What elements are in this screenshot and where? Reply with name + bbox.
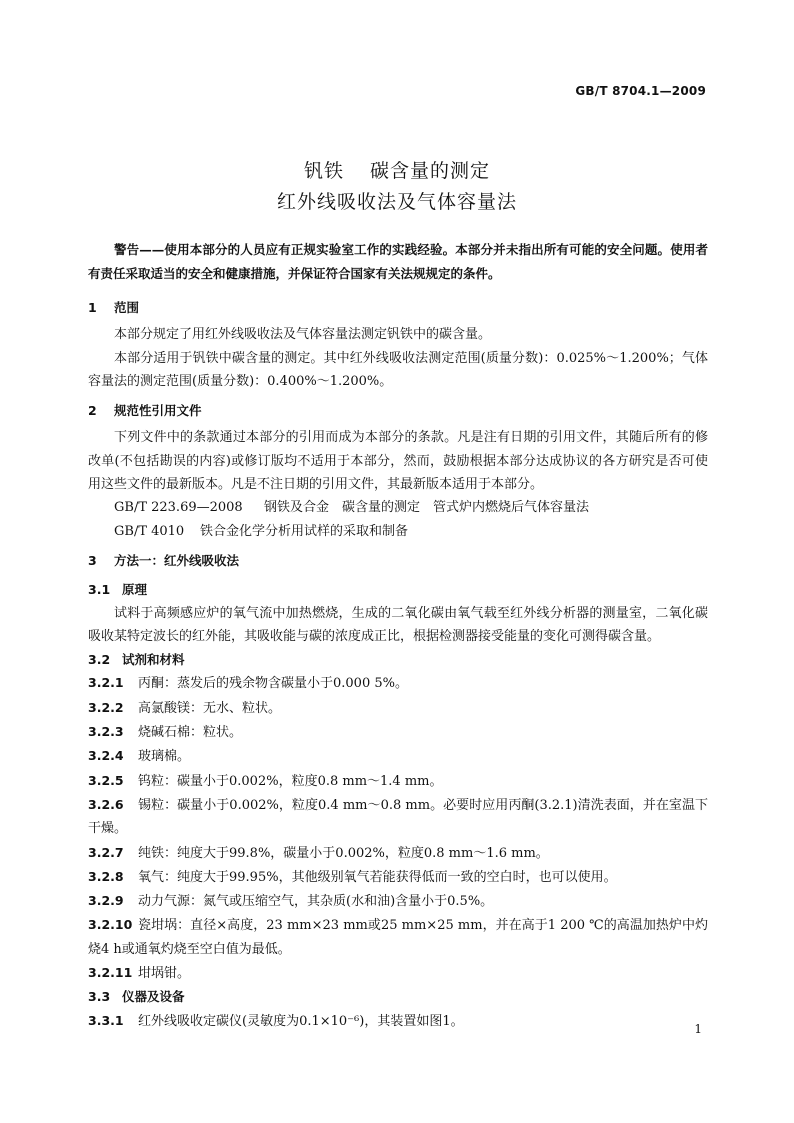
normative-references-paragraph: 下列文件中的条款通过本部分的引用而成为本部分的条款。凡是注有日期的引用文件，其随后所有的修改单(不包括勘误的内容)或修订版均不适用于本部分，然而，鼓励根据本部分达成协议的各方研究是否可使用这些文件的最新版本。凡是不注日期的引用文件，其最新版本适用于本部分。 [88, 430, 708, 493]
scope-paragraph-2: 本部分适用于钒铁中碳含量的测定。其中红外线吸收法测定范围(质量分数)：0.025%～1.200%；气体容量法的测定范围(质量分数)：0.400%～1.200%。 [88, 350, 708, 389]
section-title: 规范性引用文件 [114, 403, 202, 419]
reagent-item [88, 793, 708, 841]
subsection-3-1-heading [88, 578, 708, 601]
item-text: 动力气源：氮气或压缩空气，其杂质(水和油)含量小于0.5%。 [138, 894, 494, 910]
item-text: 锡粒：碳量小于0.002%，粒度0.4 mm～0.8 mm。必要时应用丙酮(3.2.1)清洗表面，并在室温下干燥。 [88, 797, 708, 837]
section-title: 方法一：红外线吸收法 [114, 552, 240, 568]
item-number: 3.2.3 [88, 724, 124, 740]
item-number: 3.2.8 [88, 868, 124, 884]
item-text: 钨粒：碳量小于0.002%，粒度0.8 mm～1.4 mm。 [138, 773, 443, 789]
item-number: 3.2.2 [88, 699, 124, 715]
item-number: 3.2.7 [88, 844, 124, 860]
principle-paragraph: 试料于高频感应炉的氧气流中加热燃烧，生成的二氧化碳由氧气载至红外线分析器的测量室，二氧化碳吸收某特定波长的红外能，其吸收能与碳的浓度成正比，根据检测器接受能量的变化可测得碳含量。 [88, 605, 708, 644]
document-title-line1 [0, 156, 794, 183]
section-number: 1 [88, 300, 97, 315]
reagent-item [88, 744, 708, 768]
subsection-title: 试剂和材料 [122, 652, 185, 668]
section-number: 2 [88, 403, 97, 419]
subsection-number: 3.3 [88, 989, 111, 1005]
reagent-item [88, 865, 708, 889]
reagent-item [88, 841, 708, 865]
reagent-item [88, 671, 708, 695]
reagent-item [88, 696, 708, 720]
reference-title: 铁合金化学分析用试样的采取和制备 [200, 523, 409, 539]
item-number: 3.2.4 [88, 748, 124, 764]
item-text: 烧碱石棉：粒状。 [138, 725, 243, 741]
item-number: 3.3.1 [88, 1012, 124, 1028]
section-title: 范围 [114, 300, 140, 315]
item-text: 纯铁：纯度大于99.8%，碳量小于0.002%，粒度0.8 mm～1.6 mm。 [138, 845, 549, 861]
reference-code: GB/T 4010 [114, 523, 185, 539]
item-number: 3.2.1 [88, 675, 124, 691]
subsection-title: 原理 [122, 582, 148, 598]
scope-paragraph-1: 本部分规定了用红外线吸收法及气体容量法测定钒铁中的碳含量。 [114, 327, 492, 343]
subsection-number: 3.1 [88, 582, 111, 598]
section-2-heading [88, 399, 708, 422]
item-number: 3.2.5 [88, 772, 124, 788]
section-1-heading [88, 296, 708, 319]
subsection-3-2-heading [88, 648, 708, 671]
section-number: 3 [88, 552, 97, 568]
document-body [88, 238, 708, 1033]
item-text: 玻璃棉。 [138, 749, 191, 765]
standard-code-header: GB/T 8704.1—2009 [575, 84, 706, 98]
page-number: 1 [694, 1022, 702, 1036]
reference-item [88, 520, 708, 543]
title-subject: 碳含量的测定 [370, 160, 491, 182]
reagent-item [88, 889, 708, 913]
reagent-item [88, 769, 708, 793]
item-number: 3.2.9 [88, 893, 124, 909]
item-number: 3.2.10 [88, 917, 133, 933]
item-number: 3.2.6 [88, 796, 124, 812]
subsection-3-3-heading [88, 985, 708, 1008]
item-text: 氧气：纯度大于99.95%，其他级别氧气若能获得低而一致的空白时，也可以使用。 [138, 869, 617, 885]
item-text: 坩埚钳。 [138, 966, 191, 982]
item-text: 瓷坩埚：直径×高度，23 mm×23 mm或25 mm×25 mm，并在高于1 200 ℃的高温加热炉中灼烧4 h或通氧灼烧至空白值为最低。 [88, 918, 708, 957]
reference-item [88, 496, 708, 519]
item-text: 高氯酸镁：无水、粒状。 [138, 700, 282, 716]
item-text: 红外线吸收定碳仪(灵敏度为0.1×10⁻⁶)，其装置如图1。 [138, 1013, 464, 1029]
subsection-title: 仪器及设备 [122, 989, 185, 1005]
warning-paragraph: 警告——使用本部分的人员应有正规实验室工作的实践经验。本部分并未指出所有可能的安全问题。使用者有责任采取适当的安全和健康措施，并保证符合国家有关法规规定的条件。 [88, 242, 708, 281]
item-text: 丙酮：蒸发后的残余物含碳量小于0.000 5%。 [138, 676, 408, 692]
document-title-line2: 红外线吸收法及气体容量法 [276, 191, 517, 213]
reagent-item [88, 720, 708, 744]
item-number: 3.2.11 [88, 965, 133, 981]
reference-title: 钢铁及合金 碳含量的测定 管式炉内燃烧后气体容量法 [264, 500, 590, 516]
apparatus-item [88, 1009, 708, 1033]
reagent-item [88, 913, 708, 961]
reagent-item [88, 961, 708, 985]
title-material: 钒铁 [303, 160, 344, 182]
reference-code: GB/T 223.69—2008 [114, 500, 243, 516]
subsection-number: 3.2 [88, 652, 111, 668]
section-3-heading [88, 549, 708, 572]
